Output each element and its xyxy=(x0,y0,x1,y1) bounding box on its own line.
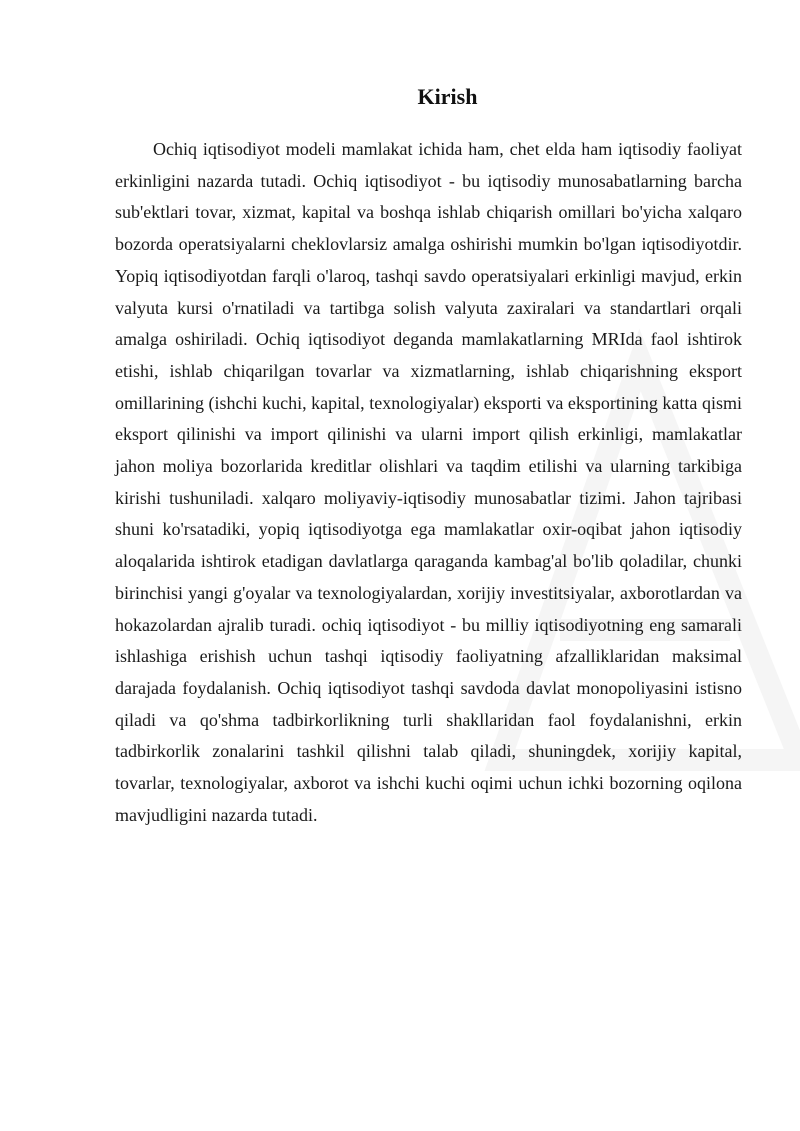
page-title: Kirish xyxy=(417,84,478,109)
body-paragraph: Ochiq iqtisodiyot modeli mamlakat ichida ham, chet elda ham iqtisodiy faoliyat erkinligini nazarda tutadi. Ochiq iqtisodiyot - bu iqtisodiy munosabatlarning barcha sub'ektlari tovar, xizmat, kapital va boshqa ishlab chiqarish omillari bo'yicha xalqaro bozorda operatsiyalarni cheklovlarsiz amalga oshirishi mumkin bo'lgan iqtisodiyotdir. Yopiq iqtisodiyotdan farqli o'laroq, tashqi savdo operatsiyalari erkinligi mavjud, erkin valyuta kursi o'rnatiladi va tartibga solish valyuta zaxiralari va standartlari orqali amalga oshiriladi. Ochiq iqtisodiyot deganda mamlakatlarning MRIda faol ishtirok etishi, ishlab chiqarilgan tovarlar va xizmatlarning, ishlab chiqarishning eksport omillarining (ishchi kuchi, kapital, texnologiyalar) eksporti va eksportining katta qismi eksport qilinishi va import qilinishi va ularni import qilish erkinligi, mamlakatlar jahon moliya bozorlarida kreditlar olishlari va taqdim etilishi va ularning tarkibiga kirishi tushuniladi. xalqaro moliyaviy-iqtisodiy munosabatlar tizimi. Jahon tajribasi shuni ko'rsatadiki, yopiq iqtisodiyotga ega mamlakatlar oxir-oqibat jahon iqtisodiy aloqalarida ishtirok etadigan davlatlarga qaraganda kambag'al bo'lib qoladilar, chunki birinchisi yangi g'oyalar va texnologiyalardan, xorijiy investitsiyalar, axborotlardan va hokazolardan ajralib turadi. ochiq iqtisodiyot - bu milliy iqtisodiyotning eng samarali ishlashiga erishish uchun tashqi iqtisodiy faoliyatning afzalliklaridan maksimal darajada foydalanish. Ochiq iqtisodiyot tashqi savdoda davlat monopoliyasini istisno qiladi va qo'shma tadbirkorlikning turli shakllaridan faol foydalanishni, erkin tadbirkorlik zonalarini tashkil qilishni talab qiladi, shuningdek, xorijiy kapital, tovarlar, texnologiyalar, axborot va ishchi kuchi oqimi uchun ichki bozorning oqilona mavjudligini nazarda tutadi. xyxy=(115,139,742,825)
